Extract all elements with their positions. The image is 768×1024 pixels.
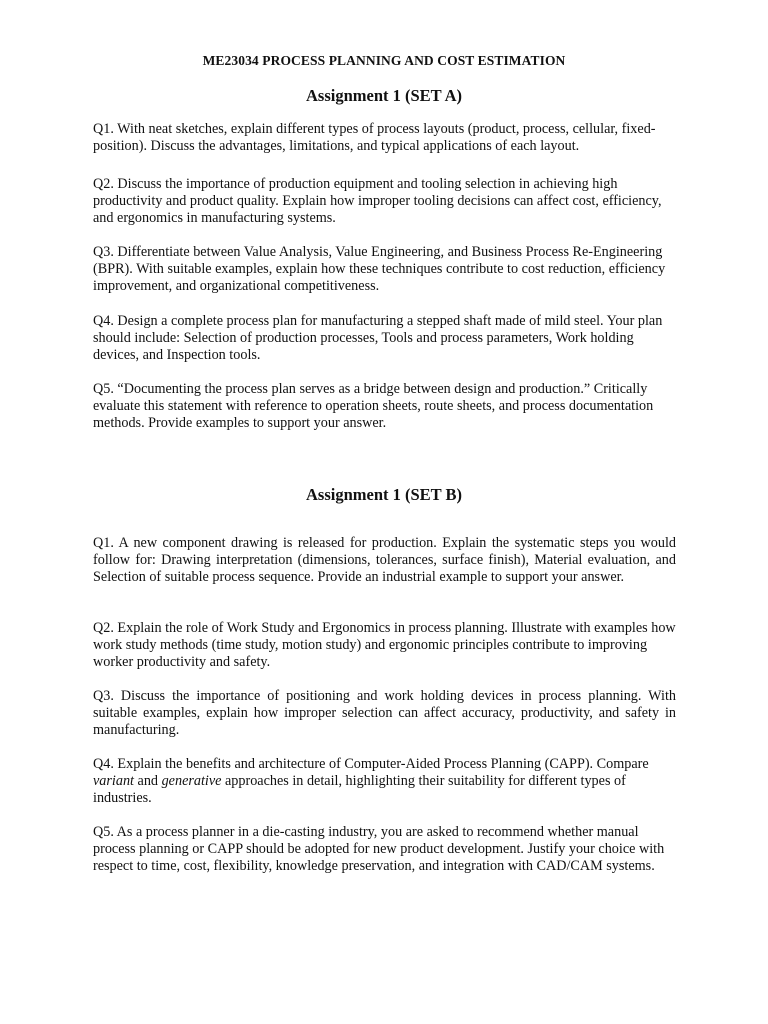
course-title: ME23034 PROCESS PLANNING AND COST ESTIMATION: [202, 53, 566, 68]
set-a-question-3: Q3. Differentiate between Value Analysis, Value Engineering, and Business Process Re-Engineering (BPR). With suitable examples, explain how these techniques contribute to cost reduction, efficiency improvement, and organizational competitiveness.: [93, 244, 666, 295]
q4-text-mid: and: [133, 773, 162, 790]
set-a-question-1: Q1. With neat sketches, explain different types of process layouts (product, process, cellular, fixed-position). Discuss the advantages, limitations, and typical applications of each layout.: [93, 121, 656, 155]
q4-emphasis-generative: generative: [161, 773, 222, 790]
set-b-question-5: Q5. As a process planner in a die-casting industry, you are asked to recommend whether manual process planning or CAPP should be adopted for new product development. Justify your choice with respect to time, cost, flexibility, knowledge preservation, and integration with CAD/CAM systems.: [93, 824, 665, 875]
set-b-question-2: Q2. Explain the role of Work Study and Ergonomics in process planning. Illustrate with examples how work study methods (time study, motion study) and ergonomic principles contribute to improving worker productivity and safety.: [93, 620, 676, 671]
set-b-heading: Assignment 1 (SET B): [305, 485, 463, 504]
set-a-question-5: Q5. “Documenting the process plan serves as a bridge between design and production.” Critically evaluate this statement with reference to operation sheets, route sheets, and process documentation methods. Provide examples to support your answer.: [93, 381, 654, 432]
set-b-question-1: Q1. A new component drawing is released for production. Explain the systematic steps you would follow for: Drawing interpretation (dimensions, tolerances, surface finish), Material evaluation, and Selection of suitable process sequence. Provide an industrial example to support your answer.: [93, 535, 676, 586]
q4-emphasis-variant: variant: [93, 773, 134, 790]
q4-text-prefix: Q4. Explain the benefits and architecture of Computer-Aided Process Planning (CAPP). Compare: [93, 756, 649, 772]
set-b-question-4: [93, 756, 676, 808]
set-b-question-3: Q3. Discuss the importance of positioning and work holding devices in process planning. With suitable examples, explain how improper selection can affect accuracy, productivity, and safety in manufacturing.: [93, 688, 676, 739]
set-a-question-4: Q4. Design a complete process plan for manufacturing a stepped shaft made of mild steel. Your plan should include: Selection of production processes, Tools and process parameters, Work holding devices, and Inspection tools.: [93, 313, 663, 364]
q4-text-suffix: approaches in detail, highlighting their suitability for different types of industries.: [93, 773, 626, 807]
set-a-question-2: Q2. Discuss the importance of production equipment and tooling selection in achieving high productivity and product quality. Explain how improper tooling decisions can affect cost, efficiency, and ergonomics in manufacturing systems.: [93, 176, 662, 227]
set-a-heading: Assignment 1 (SET A): [305, 86, 463, 105]
